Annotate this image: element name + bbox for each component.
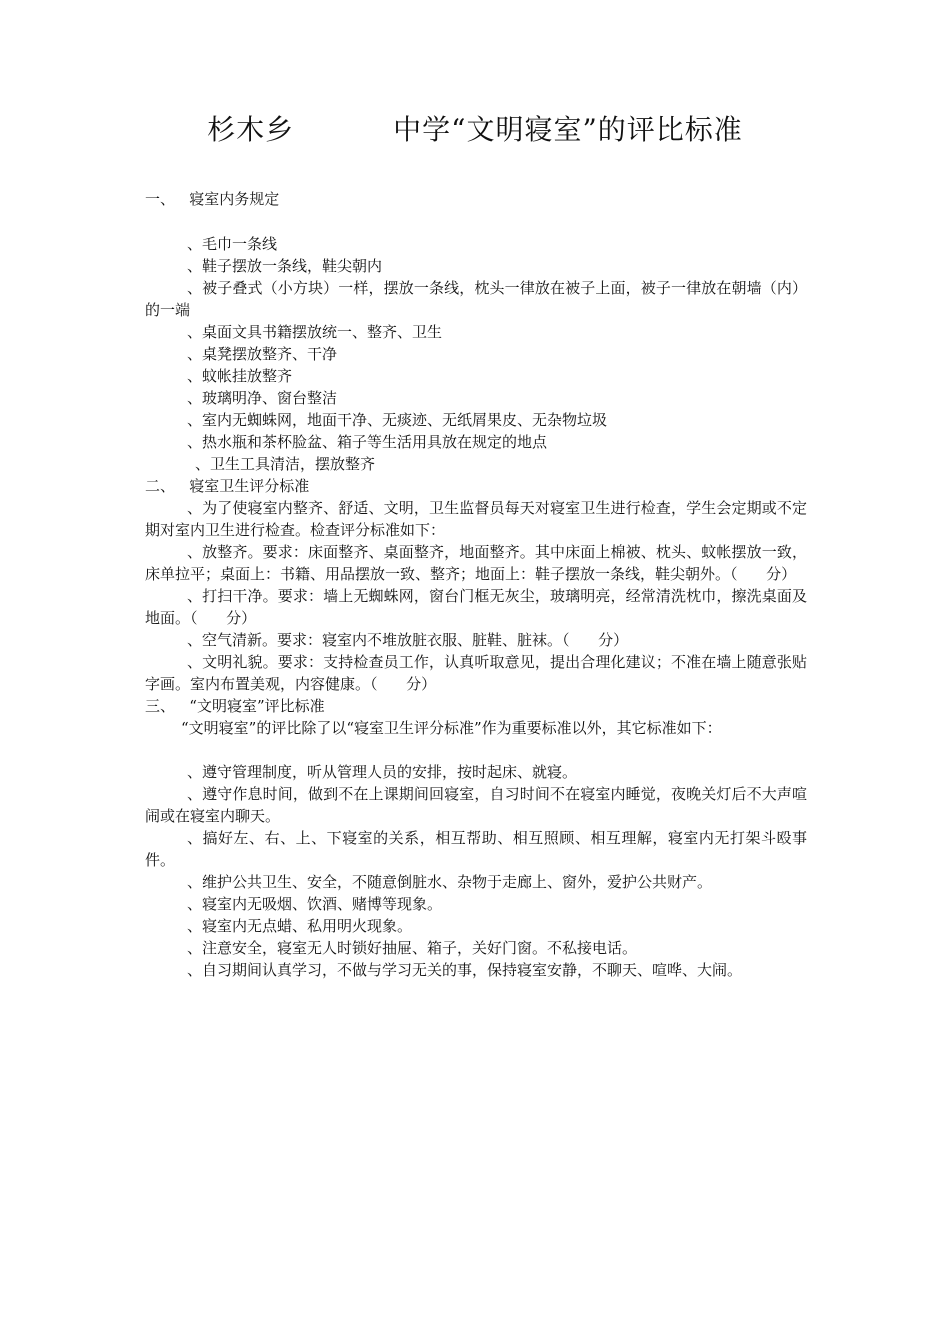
- section-2-item: 、为了使寝室内整齐、舒适、文明，卫生监督员每天对寝室卫生进行检查，学生会定期或不定期对室内卫生进行检查。检查评分标准如下：: [145, 499, 807, 539]
- section-2-item: 、文明礼貌。要求：支持检查员工作，认真听取意见，提出合理化建议；不准在墙上随意张贴字画。室内布置美观，内容健康。（ 分）: [145, 653, 807, 693]
- section-3-item: 、自习期间认真学习，不做与学习无关的事，保持寝室安静，不聊天、喧哗、大闹。: [187, 961, 743, 979]
- section-1-item: 、室内无蜘蛛网，地面干净、无痰迹、无纸屑果皮、无杂物垃圾: [187, 411, 608, 429]
- section-1-item: 、被子叠式（小方块）一样，摆放一条线，枕头一律放在被子上面，被子一律放在朝墙（内）的一端: [145, 279, 807, 319]
- section-1-item: 、蚊帐挂放整齐: [187, 367, 293, 385]
- section-3-item: 、维护公共卫生、安全，不随意倒脏水、杂物于走廊上、窗外，爱护公共财产。: [187, 873, 713, 891]
- section-3-item: 、遵守作息时间，做到不在上课期间回寝室，自习时间不在寝室内睡觉，夜晚关灯后不大声喧闹或在寝室内聊天。: [145, 785, 807, 825]
- section-2-item: 、打扫干净。要求：墙上无蜘蛛网，窗台门框无灰尘，玻璃明亮，经常清洗枕巾，擦洗桌面及地面。（ 分）: [145, 587, 807, 627]
- section-1-item: 、鞋子摆放一条线，鞋尖朝内: [187, 257, 383, 275]
- section-3-item: 、寝室内无吸烟、饮酒、赌博等现象。: [187, 895, 443, 913]
- section-2-item: 、放整齐。要求：床面整齐、桌面整齐，地面整齐。其中床面上棉被、枕头、蚊帐摆放一致，床单拉平；桌面上：书籍、用品摆放一致、整齐；地面上：鞋子摆放一条线，鞋尖朝外。（ 分）: [145, 543, 807, 583]
- section-1-item: 、桌面文具书籍摆放统一、整齐、卫生: [187, 323, 443, 341]
- section-3-item: 、寝室内无点蜡、私用明火现象。: [187, 917, 413, 935]
- section-3-intro: “文明寝室”的评比除了以“寝室卫生评分标准”作为重要标准以外，其它标准如下：: [181, 719, 722, 737]
- section-3-heading: 三、 “文明寝室”评比标准: [145, 697, 325, 715]
- section-3-item: 、注意安全，寝室无人时锁好抽屉、箱子，关好门窗。不私接电话。: [187, 939, 638, 957]
- section-1-item: 、热水瓶和茶杯脸盆、箱子等生活用具放在规定的地点: [187, 433, 548, 451]
- section-1-body: [145, 233, 807, 981]
- section-2-heading: 二、 寝室卫生评分标准: [145, 477, 310, 495]
- blank-line: [145, 739, 807, 761]
- section-3-item: 、搞好左、右、上、下寝室的关系，相互帮助、相互照顾、相互理解，寝室内无打架斗殴事件。: [145, 829, 807, 869]
- section-1-item: 、毛巾一条线: [187, 235, 278, 253]
- section-2-item: 、空气清新。要求：寝室内不堆放脏衣服、脏鞋、脏袜。（ 分）: [187, 631, 629, 649]
- section-1-item: 、桌凳摆放整齐、干净: [187, 345, 338, 363]
- section-3-item: 、遵守管理制度，听从管理人员的安排，按时起床、就寝。: [187, 763, 578, 781]
- document-title: 杉木乡 中学“文明寝室”的评比标准: [207, 113, 743, 146]
- section-1-item: 、玻璃明净、窗台整洁: [187, 389, 338, 407]
- section-1-item: 、卫生工具清洁，摆放整齐: [195, 455, 376, 473]
- section-1-heading: 一、 寝室内务规定: [145, 190, 280, 208]
